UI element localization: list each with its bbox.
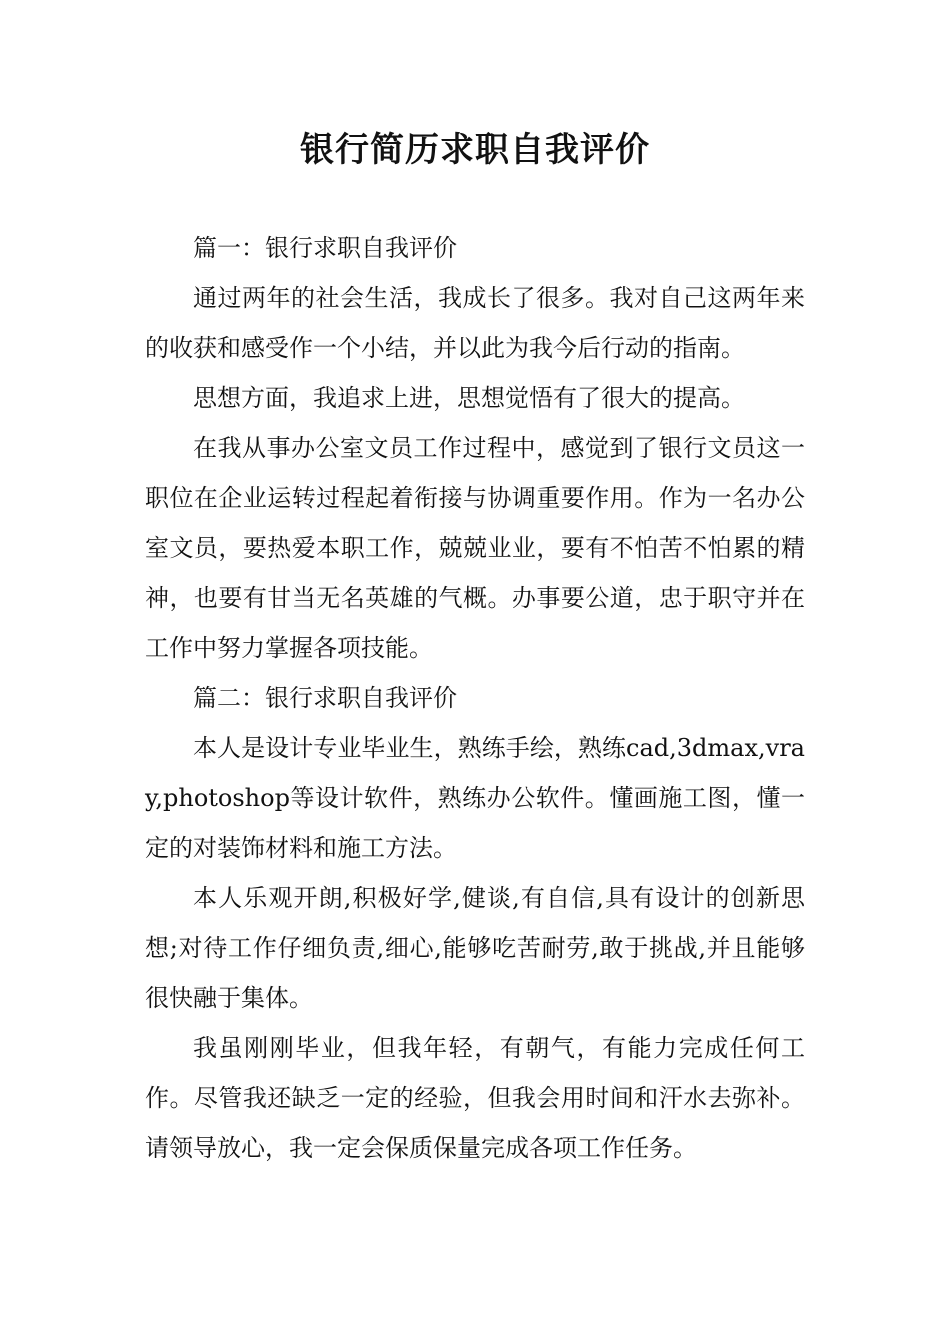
document-body	[145, 223, 805, 1173]
section-heading-2: 篇二：银行求职自我评价	[193, 684, 457, 712]
paragraph-growth-summary: 通过两年的社会生活，我成长了很多。我对自己这两年来的收获和感受作一个小结，并以此为我今后行动的指南。	[145, 284, 805, 362]
paragraph-commitment: 我虽刚刚毕业，但我年轻，有朝气，有能力完成任何工作。尽管我还缺乏一定的经验，但我会用时间和汗水去弥补。请领导放心，我一定会保质保量完成各项工作任务。	[145, 1034, 805, 1162]
section-heading-1: 篇一：银行求职自我评价	[193, 234, 457, 262]
paragraph-personality: 本人乐观开朗,积极好学,健谈,有自信,具有设计的创新思想;对待工作仔细负责,细心,能够吃苦耐劳,敢于挑战,并且能够很快融于集体。	[145, 884, 805, 1012]
paragraph-design-skills: 本人是设计专业毕业生，熟练手绘，熟练cad,3dmax,vray,photoshop等设计软件，熟练办公软件。懂画施工图，懂一定的对装饰材料和施工方法。	[145, 734, 805, 862]
document-title: 银行简历求职自我评价	[300, 130, 650, 170]
paragraph-thought: 思想方面，我追求上进，思想觉悟有了很大的提高。	[193, 384, 745, 412]
paragraph-office-clerk: 在我从事办公室文员工作过程中，感觉到了银行文员这一职位在企业运转过程起着衔接与协调重要作用。作为一名办公室文员，要热爱本职工作，兢兢业业，要有不怕苦不怕累的精神，也要有甘当无名英雄的气概。办事要公道，忠于职守并在工作中努力掌握各项技能。	[145, 434, 805, 662]
